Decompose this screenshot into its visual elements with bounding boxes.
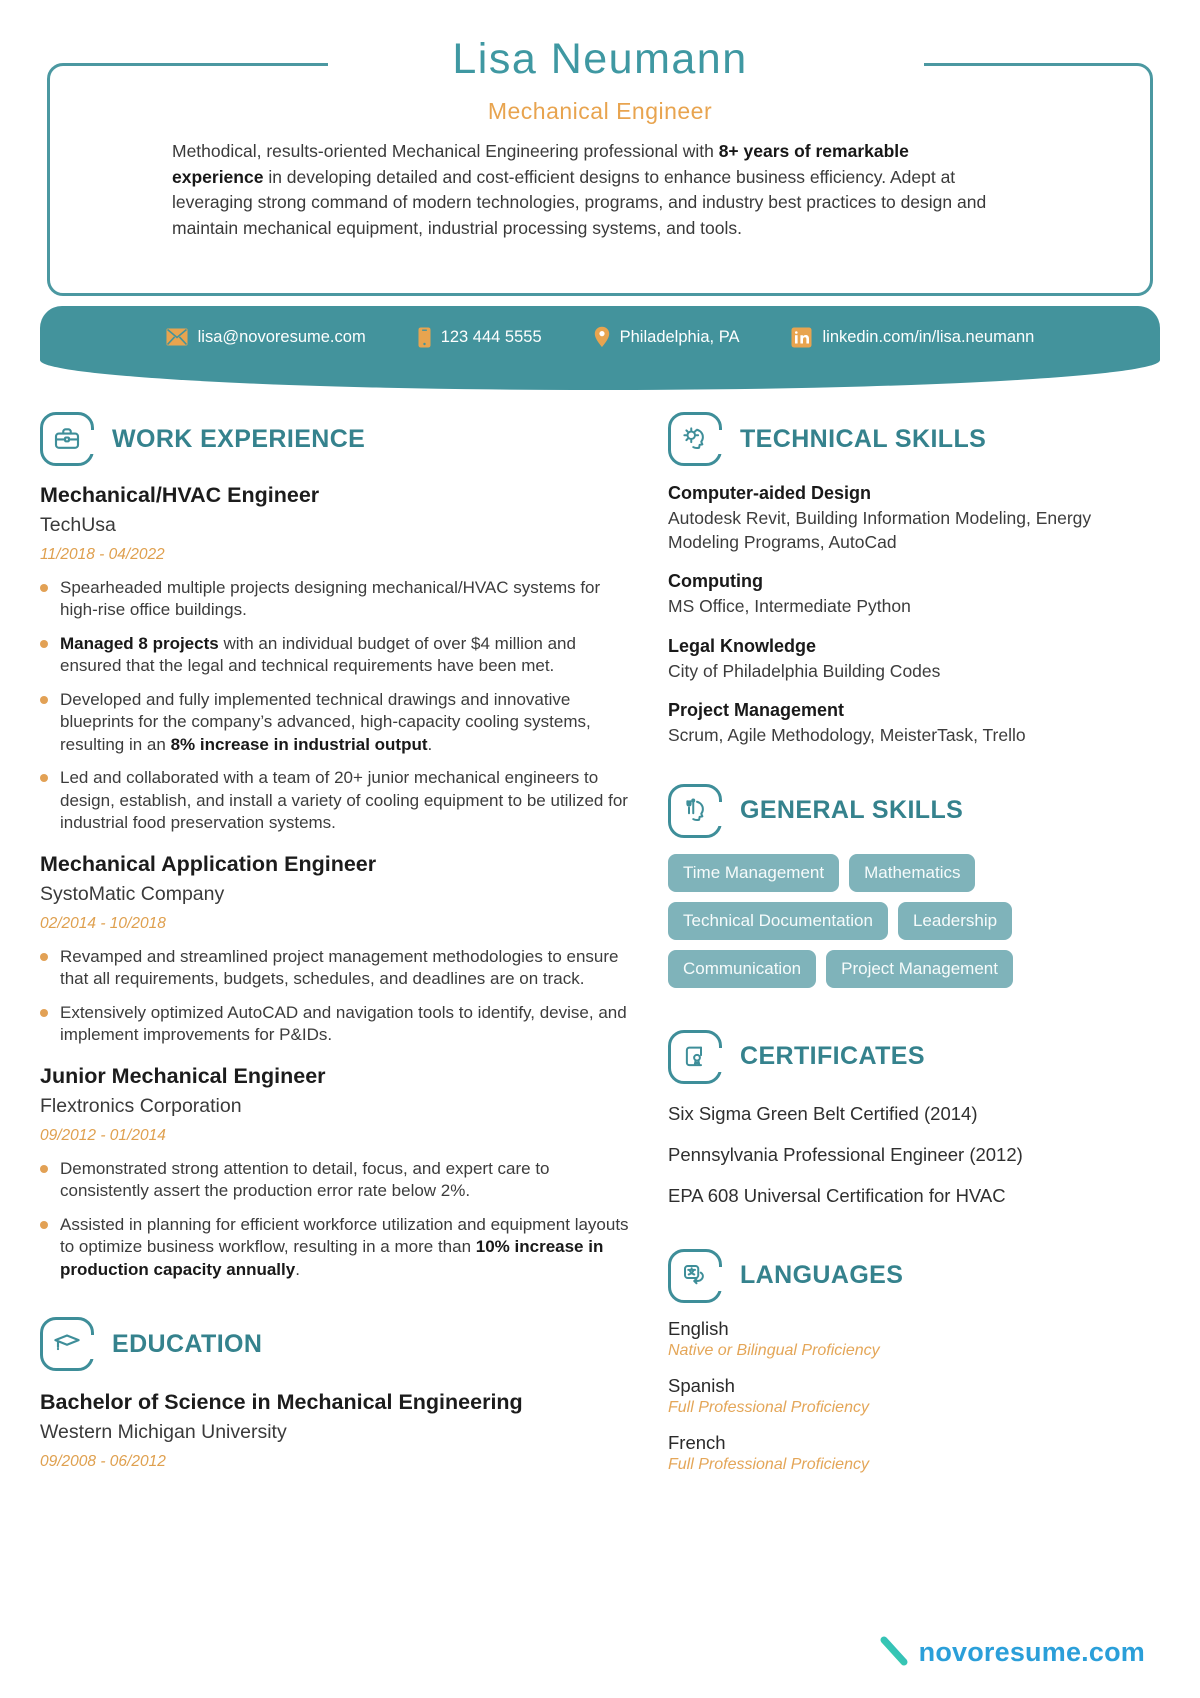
header-card	[47, 35, 1153, 296]
phone-icon	[418, 327, 431, 348]
certificate-item: Six Sigma Green Belt Certified (2014)	[668, 1102, 978, 1124]
education-header	[40, 1317, 632, 1371]
skill-badge: Technical Documentation	[668, 902, 888, 940]
language-level: Full Professional Proficiency	[668, 1455, 869, 1473]
certificate-item: Pennsylvania Professional Engineer (2012)	[668, 1143, 1023, 1165]
job-dates: 02/2014 - 10/2018	[40, 914, 166, 932]
certificates-title: CERTIFICATES	[740, 1042, 925, 1070]
general-skills-title: GENERAL SKILLS	[740, 796, 964, 824]
right-column	[668, 412, 1160, 1474]
person-job-title: Mechanical Engineer	[487, 98, 713, 124]
language-name: Spanish	[668, 1374, 735, 1396]
skill-label: Legal Knowledge	[668, 635, 817, 656]
skill-badge: Mathematics	[849, 854, 975, 892]
tools-head-icon	[668, 784, 722, 838]
language-name: English	[668, 1317, 729, 1339]
summary-text: in developing detailed and cost-efficient designs to enhance business efficiency. Adept at leveraging strong command of modern technologies, programs, and industry best practices to design and maintain mechanical equipment, industrial processing systems, and tools.	[172, 166, 987, 238]
language-level: Full Professional Proficiency	[668, 1398, 869, 1416]
language-entry	[668, 1375, 1160, 1417]
general-skills-header	[668, 784, 1160, 838]
job-entry	[40, 482, 632, 835]
language-name: French	[668, 1431, 726, 1453]
certificate-icon	[668, 1030, 722, 1084]
job-company: TechUsa	[40, 513, 116, 536]
skill-group	[668, 636, 1160, 684]
languages-header	[668, 1249, 1160, 1303]
language-entry	[668, 1432, 1160, 1474]
job-bullet: Extensively optimized AutoCAD and navigation tools to identify, devise, and implement improvements for P&IDs.	[40, 1002, 632, 1047]
school: Western Michigan University	[40, 1421, 287, 1443]
job-entry	[40, 851, 632, 1047]
location-pin-icon	[594, 326, 610, 348]
contact-email-value: lisa@novoresume.com	[197, 327, 366, 346]
education-title: EDUCATION	[112, 1329, 263, 1358]
skill-badge: Leadership	[898, 902, 1012, 940]
job-bullet: Demonstrated strong attention to detail, focus, and expert care to consistently assert the production error rate below 2%.	[40, 1158, 632, 1203]
job-title: Mechanical Application Engineer	[40, 851, 377, 876]
skill-value: Autodesk Revit, Building Information Modeling, Energy Modeling Programs, AutoCad	[668, 508, 1092, 552]
skill-label: Project Management	[668, 700, 845, 720]
job-bullet: Managed 8 projects with an individual budget of over $4 million and ensured that the legal and technical requirements have been met.	[40, 633, 632, 678]
resume-body	[0, 412, 1200, 1474]
contact-bar	[40, 306, 1160, 390]
job-bullet: Spearheaded multiple projects designing mechanical/HVAC systems for high-rise office buildings.	[40, 577, 632, 622]
skill-badge: Time Management	[668, 854, 839, 892]
technical-skills-title: TECHNICAL SKILLS	[740, 424, 987, 453]
contact-location[interactable]	[594, 323, 740, 351]
linkedin-icon	[791, 327, 812, 348]
work-experience-title: WORK EXPERIENCE	[112, 424, 366, 453]
contact-phone-value: 123 444 5555	[440, 327, 542, 346]
certificate-item: EPA 608 Universal Certification for HVAC	[668, 1184, 1006, 1206]
general-skills-badges	[668, 854, 1093, 988]
job-entry	[40, 1063, 632, 1281]
languages-title: LANGUAGES	[740, 1261, 904, 1289]
education-entry	[40, 1389, 632, 1471]
technical-skills-header	[668, 412, 1160, 466]
briefcase-icon	[40, 412, 94, 466]
contact-linkedin-value: linkedin.com/in/lisa.neumann	[822, 327, 1035, 346]
job-title: Mechanical/HVAC Engineer	[40, 483, 320, 507]
novoresume-logo[interactable]	[878, 1633, 1145, 1672]
job-bullet-list	[40, 577, 632, 835]
job-bullet: Revamped and streamlined project management methodologies to ensure that all requirements, budgets, schedules, and deadlines are on track.	[40, 946, 632, 991]
skill-label: Computing	[668, 571, 763, 591]
skill-group	[668, 700, 1160, 748]
language-entry	[668, 1318, 1160, 1360]
education-dates: 09/2008 - 06/2012	[40, 1453, 166, 1470]
job-bullet-list	[40, 946, 632, 1047]
skill-label: Computer-aided Design	[668, 483, 872, 503]
contact-email[interactable]	[166, 323, 366, 351]
skill-value: MS Office, Intermediate Python	[668, 596, 911, 616]
translate-icon	[668, 1249, 722, 1303]
summary-text: Methodical, results-oriented Mechanical Engineering professional with	[172, 141, 719, 161]
job-dates: 11/2018 - 04/2022	[40, 545, 165, 563]
left-column	[40, 412, 632, 1474]
skill-badge: Project Management	[826, 950, 1013, 988]
skill-value: City of Philadelphia Building Codes	[668, 660, 941, 681]
skill-badge: Communication	[668, 950, 816, 988]
email-icon	[166, 328, 188, 346]
degree: Bachelor of Science in Mechanical Engineering	[40, 1390, 523, 1415]
job-dates: 09/2012 - 01/2014	[40, 1126, 166, 1144]
job-title: Junior Mechanical Engineer	[40, 1063, 326, 1088]
skill-value: Scrum, Agile Methodology, MeisterTask, Trello	[668, 725, 1026, 745]
language-level: Native or Bilingual Proficiency	[668, 1341, 880, 1359]
certificates-header	[668, 1030, 1160, 1084]
job-company: Flextronics Corporation	[40, 1094, 242, 1117]
person-name: Lisa Neumann	[452, 35, 748, 83]
contact-location-value: Philadelphia, PA	[619, 327, 740, 346]
contact-linkedin[interactable]	[791, 323, 1034, 351]
job-bullet-list	[40, 1158, 632, 1282]
novoresume-brand-text: novoresume.com	[918, 1637, 1145, 1667]
summary-bold: 8+ years of remarkable experience	[172, 141, 909, 187]
graduation-cap-icon	[40, 1317, 94, 1371]
gear-head-icon	[668, 412, 722, 466]
summary-paragraph	[172, 139, 1005, 241]
job-bullet: Assisted in planning for efficient workforce utilization and equipment layouts to optimize business workflow, resulting in a more than 10% increase in production capacity annually.	[40, 1214, 632, 1282]
contact-phone[interactable]	[418, 323, 542, 351]
work-experience-header	[40, 412, 632, 466]
novoresume-n-icon	[878, 1633, 910, 1672]
job-bullet: Developed and fully implemented technical drawings and innovative blueprints for the company’s advanced, high-capacity cooling systems, resulting in an 8% increase in industrial output.	[40, 689, 632, 757]
skill-group	[668, 571, 1160, 619]
job-company: SystoMatic Company	[40, 882, 225, 905]
skill-group	[668, 483, 1160, 554]
job-bullet: Led and collaborated with a team of 20+ junior mechanical engineers to design, establish, and install a variety of cooling equipment to be utilized for industrial food preservation systems.	[40, 767, 632, 835]
